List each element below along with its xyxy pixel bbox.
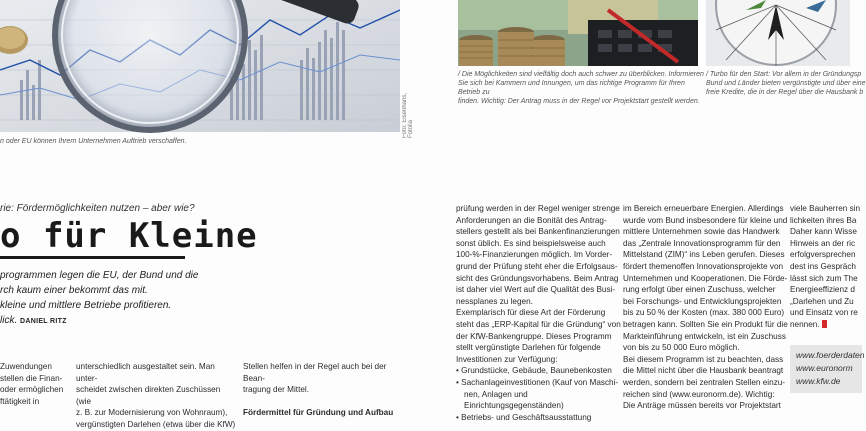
text-line: mittlere Unternehmen sowie das Handwerk (623, 227, 780, 237)
text-line: Stellen helfen in der Regel auch bei der Bean- (243, 362, 387, 383)
text-line: ftätigkeit in (0, 396, 40, 406)
bullet-item: • Grundstücke, Gebäude, Baunebenkosten (456, 366, 612, 376)
text-line: ist daher viel Wert auf die Qualität des Busi- (456, 285, 616, 295)
text-line: Exemplarisch für diese Art der Förderung (456, 308, 606, 318)
text-line: Zuwendungen (0, 362, 52, 371)
text-line: Investitionen zur Verfügung: (456, 354, 558, 364)
body-column-4 (456, 203, 621, 423)
text-line: vergünstigten Darlehen (etwa über die KfW) (76, 419, 236, 429)
lead-line: rch kaum einer bekommt das mit. (0, 285, 148, 296)
text-line: scheidet zwischen direkten Zuschüssen (wie (76, 385, 221, 406)
body-column-1 (0, 361, 70, 407)
text-line: steht das „ERP-Kapital für die Gründung“ von (456, 319, 621, 329)
text-line: der KfW-Bankengruppe. Dieses Programm (456, 331, 612, 341)
bullet-item: • Sachanlageinvestitionen (Kauf von Maschi- (456, 377, 619, 387)
chart-paper-illustration (0, 0, 400, 132)
photo-coins-calculator (458, 0, 698, 66)
byline-prefix: lick. (0, 315, 18, 326)
body-column-6 (790, 203, 861, 331)
text-line: grund der Prüfung steht eher die Erfolgsaus- (456, 261, 618, 271)
subheading: Fördermittel für Gründung und Aufbau (243, 408, 394, 418)
text-line (790, 319, 850, 331)
text-line: 100-%-Finanzierungen möglich. Im Vorder- (456, 250, 613, 260)
photo-credit: Foto: Eisenhans, Fotolia (402, 92, 414, 138)
text-line: und Einsatz von re (790, 308, 858, 318)
caption-line: finden. Wichtig: Der Antrag muss in der Regel vor Projektstart gestellt werden. (458, 98, 700, 105)
caption-line: / Turbo für den Start: Vor allem in der Gründungsp (706, 71, 862, 78)
text-line: werden, sondern bei zentralen Stellen einzu- (623, 377, 786, 387)
photo-compass (706, 0, 850, 66)
text-line (243, 396, 408, 408)
text-line: oder ermöglichen (0, 385, 64, 395)
caption-line: / Die Möglichkeiten sind vielfältig doch auch schwer zu überblicken. Informieren (458, 71, 704, 78)
body-column-2 (76, 361, 236, 431)
lead-line: programmen legen die EU, der Bund und die (0, 270, 199, 281)
caption-left: n oder EU können Ihrem Unternehmen Auftrieb verschaffen. (0, 138, 187, 145)
text-line: Bei diesem Programm ist zu beachten, dass (623, 354, 784, 364)
end-mark-icon (822, 320, 827, 328)
lead-line: kleine und mittlere Betriebe profitieren. (0, 300, 172, 311)
photo-magnifier-chart (0, 0, 400, 132)
text-line: von bis zu 50 000 Euro möglich. (623, 343, 740, 353)
title-underline (0, 256, 185, 259)
bullet-item: • Betriebs- und Geschäftsausstattung (456, 412, 592, 422)
text-line: die Mittel nicht über die Hausbank beantragt (623, 366, 784, 376)
text-line: Die Anträge müssen bereits vor Projektstart (623, 401, 781, 411)
text-line: tragung der Mittel. (243, 385, 309, 395)
links-box (790, 345, 865, 393)
text-line: stellen die Finan- (0, 373, 63, 383)
photo-credit-divider (700, 0, 704, 66)
text-line: Hinweis an der ric (790, 238, 856, 248)
text-line: Unternehmen und Kooperationen. Die Förde- (623, 273, 788, 283)
text-line: unterschiedlich ausgestaltet sein. Man unter- (76, 362, 215, 383)
article-dachzeile: rie: Fördermöglichkeiten nutzen – aber wie? (0, 203, 195, 214)
text-line: das „Zentrale Innovationsprogramm für den (623, 238, 781, 248)
text-line: dest ins Gespräch (790, 261, 856, 271)
text-line: sicht des Gründungsvorhabens. Beim Antrag (456, 273, 619, 283)
text-line: lässt sich zum The (790, 273, 858, 283)
text-line: stellers gestellt als bei Bankenfinanzierungen (456, 227, 620, 237)
text-line: Energieeffizienz d (790, 285, 855, 295)
byline (0, 313, 230, 329)
article-title: o für Kleine (0, 216, 258, 256)
text-line: wurde vom Bund insbesondere für kleine und (623, 215, 788, 225)
caption-middle (458, 70, 708, 106)
body-column-5 (623, 203, 788, 412)
text-line: Daher kann Wisse (790, 227, 857, 237)
text-line: im Bereich erneuerbare Energien. Allerdings (623, 204, 784, 213)
text-line: rung erfolgt über einen Zuschuss, welcher (623, 285, 776, 295)
text-line: viele Bauherren sin (790, 204, 861, 213)
text-line: reichen sind (www.euronorm.de). Wichtig: (623, 389, 775, 399)
text-line: bis zu 50 % der Kosten (max. 380 000 Euro) (623, 308, 785, 318)
caption-line: Bund und Länder bieten vergünstigte und über eine (706, 80, 866, 87)
text-line: „Darlehen und Zu (790, 296, 854, 306)
caption-line: Sie sich bei Kammern und Innungen, um das richtige Programm für Ihren Betrieb zu (458, 80, 685, 96)
bullet-item: nen, Anlagen und Einrichtungsgegenständen) (464, 389, 564, 411)
body-column-3 (243, 361, 408, 419)
text-line: Anforderungen an die Bonität des Antrag- (456, 215, 607, 225)
caption-right (706, 70, 866, 97)
link-foerderdatenbank[interactable]: www.foerderdaten (796, 350, 865, 360)
author-name: DANIEL RITZ (20, 318, 67, 325)
text-line: nessplanes zu legen. (456, 296, 533, 306)
text-line: Mittelstand (ZIM)“ ins Leben gerufen. Dieses (623, 250, 785, 260)
text-line: erfolgversprechen (790, 250, 856, 260)
link-kfw[interactable]: www.kfw.de (796, 376, 841, 386)
text-line: lichkeiten ihres Ba (790, 215, 857, 225)
text-line: fördert themenoffen Innovationsprojekte von (623, 261, 784, 271)
text-line: sonst üblich. Es sind beispielsweise auch (456, 238, 606, 248)
text-line: z. B. zur Modernisierung von Wohnraum), (76, 408, 228, 418)
text-end: nennen. (790, 319, 820, 329)
article-lead (0, 268, 230, 329)
caption-line: freie Kredite, die in der Regel über die Hausbank b (706, 89, 864, 96)
text-line: bei Forschungs- und Entwicklungsprojekten (623, 296, 782, 306)
text-line: betragen kann. Sollten Sie ein Produkt für die (623, 319, 788, 329)
link-euronorm[interactable]: www.euronorm (796, 363, 853, 373)
text-line: stellt vergünstigte Darlehen für folgende (456, 343, 601, 353)
text-line: prüfung werden in der Regel weniger strenge (456, 204, 620, 213)
text-line: Markteinführung entwickeln, ist ein Zuschuss (623, 331, 786, 341)
